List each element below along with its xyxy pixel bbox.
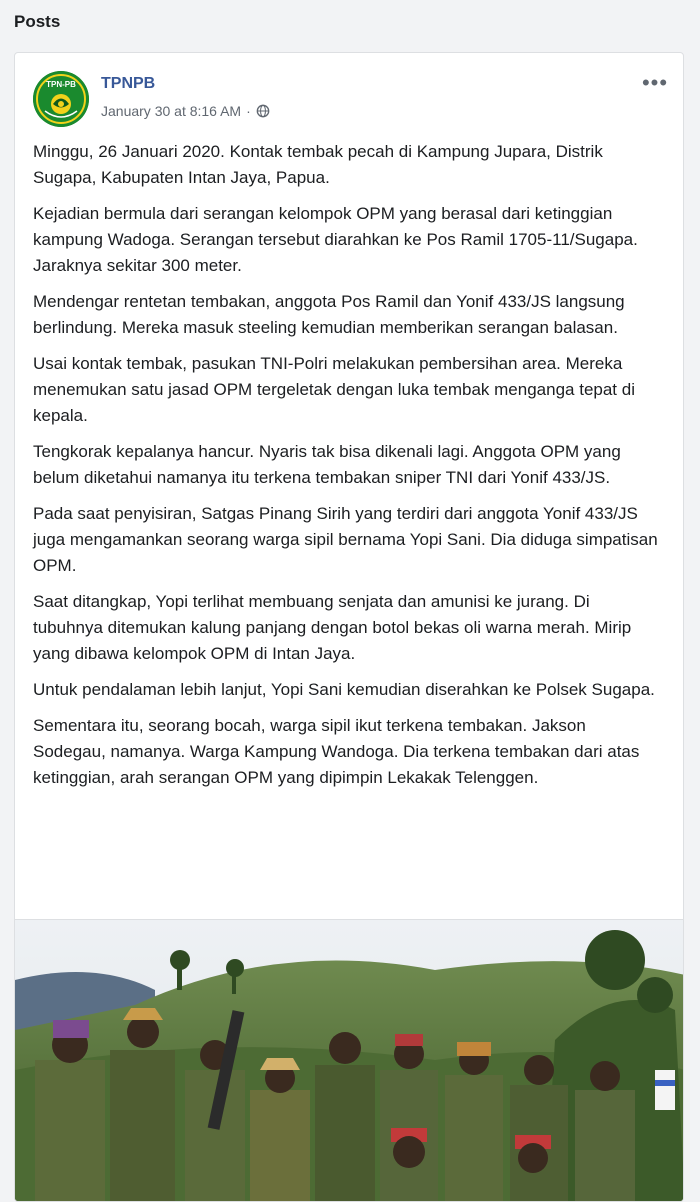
- post-paragraph: Untuk pendalaman lebih lanjut, Yopi Sani kemudian diserahkan ke Polsek Sugapa.: [33, 680, 655, 699]
- post-paragraph: Minggu, 26 Januari 2020. Kontak tembak pecah di Kampung Jupara, Distrik Sugapa, Kabupaten Intan Jaya, Papua.: [33, 142, 603, 187]
- more-options-icon[interactable]: •••: [641, 70, 669, 95]
- meta-separator: ·: [246, 103, 251, 119]
- post-card: [14, 52, 684, 1202]
- avatar[interactable]: [33, 71, 89, 127]
- post-paragraph: Tengkorak kepalanya hancur. Nyaris tak bisa dikenali lagi. Anggota OPM yang belum diketahui namanya itu terkena tembakan sniper TNI dari Yonif 433/JS.: [33, 442, 621, 487]
- page-title: Posts: [14, 12, 61, 31]
- post-meta: [101, 103, 270, 119]
- post-timestamp[interactable]: January 30 at 8:16 AM: [101, 103, 242, 119]
- tpnpb-logo: [33, 71, 89, 127]
- group-photo-illustration: [15, 920, 684, 1202]
- post-paragraph: Sementara itu, seorang bocah, warga sipil ikut terkena tembakan. Jakson Sodegau, namanya. Warga Kampung Wandoga. Dia terkena tembakan dari atas ketinggian, arah serangan OPM yang dipimpin Lekakak Telenggen.: [33, 716, 640, 787]
- post-photo[interactable]: [15, 919, 684, 1202]
- post-paragraph: Pada saat penyisiran, Satgas Pinang Sirih yang terdiri dari anggota Yonif 433/JS juga mengamankan seorang warga sipil bernama Yopi Sani. Dia diduga simpatisan OPM.: [33, 504, 658, 575]
- globe-icon[interactable]: [256, 104, 270, 118]
- post-paragraph: Saat ditangkap, Yopi terlihat membuang senjata dan amunisi ke jurang. Di tubuhnya ditemukan kalung panjang dengan botol bekas oli warna merah. Mirip yang dibawa kelompok OPM di Intan Jaya.: [33, 592, 632, 663]
- post-paragraph: Usai kontak tembak, pasukan TNI-Polri melakukan pembersihan area. Mereka menemukan satu jasad OPM tergeletak dengan luka tembak menganga tepat di kepala.: [33, 354, 635, 425]
- post-text: [33, 139, 663, 801]
- post-author-link[interactable]: TPNPB: [101, 75, 156, 92]
- post-paragraph: Kejadian bermula dari serangan kelompok OPM yang berasal dari ketinggian kampung Wadoga. Serangan tersebut diarahkan ke Pos Ramil 1705-11/Sugapa. Jaraknya sekitar 300 meter.: [33, 204, 638, 275]
- post-paragraph: Mendengar rentetan tembakan, anggota Pos Ramil dan Yonif 433/JS langsung berlindung. Mereka masuk steeling kemudian memberikan serangan balasan.: [33, 292, 625, 337]
- avatar-logo-text: TPN-PB: [46, 80, 76, 89]
